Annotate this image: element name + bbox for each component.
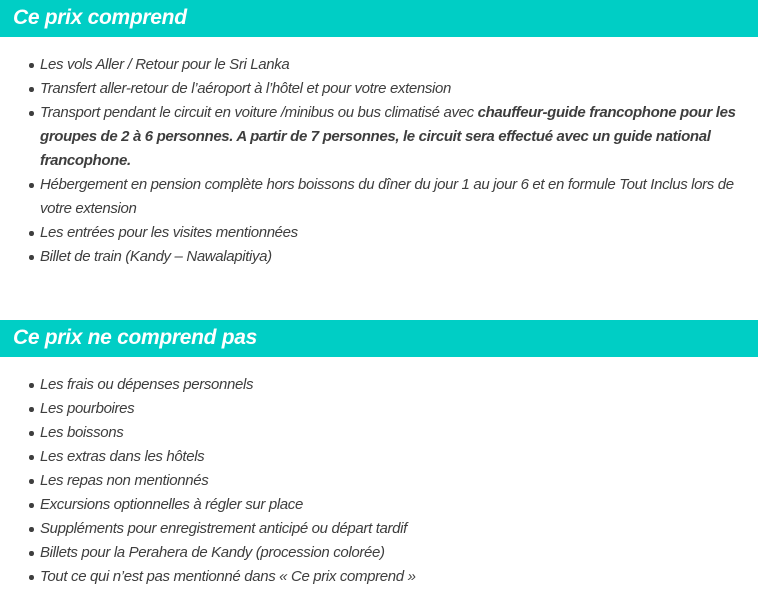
list-item-text: Les boissons <box>40 424 124 441</box>
list-item-text: Billet de train (Kandy – Nawalapitiya) <box>40 248 272 265</box>
list-item-text: Les repas non mentionnés <box>40 472 209 489</box>
list-item <box>40 77 746 101</box>
list-item-text: Les extras dans les hôtels <box>40 448 205 465</box>
list-item-text: Transport pendant le circuit en voiture /minibus ou bus climatisé avec <box>40 104 478 121</box>
list-item-text: Billets pour la Perahera de Kandy (procession colorée) <box>40 544 385 561</box>
included-list <box>40 53 746 269</box>
list-item-text: Tout ce qui n’est pas mentionné dans « Ce prix comprend » <box>40 568 416 585</box>
list-item-text: Excursions optionnelles à régler sur place <box>40 496 303 513</box>
list-item <box>40 101 746 173</box>
list-item-text: Suppléments pour enregistrement anticipé ou départ tardif <box>40 520 407 537</box>
section-header-included <box>0 0 758 37</box>
list-item <box>40 373 746 397</box>
list-item-bold-text: chauffeur-guide francophone pour les groupes de 2 à 6 personnes. A partir de 7 personnes, le circuit sera effectué avec un guide national francophone. <box>40 104 736 169</box>
list-item-text: Transfert aller-retour de l’aéroport à l’hôtel et pour votre extension <box>40 80 452 97</box>
list-item <box>40 565 746 589</box>
list-item <box>40 397 746 421</box>
list-item <box>40 53 746 77</box>
section-title-not-included: Ce prix ne comprend pas <box>13 325 258 349</box>
list-item-text: Les vols Aller / Retour pour le Sri Lanka <box>40 56 290 73</box>
list-item-text: Hébergement en pension complète hors boissons du dîner du jour 1 au jour 6 et en formule Tout Inclus lors de votre extension <box>40 176 734 217</box>
list-item-text: Les frais ou dépenses personnels <box>40 376 254 393</box>
section-price-not-included <box>0 320 758 589</box>
list-item <box>40 493 746 517</box>
list-item <box>40 541 746 565</box>
list-item <box>40 445 746 469</box>
list-item <box>40 245 746 269</box>
list-item <box>40 517 746 541</box>
section-header-not-included <box>0 320 758 357</box>
list-item <box>40 469 746 493</box>
list-item <box>40 173 746 221</box>
list-item-text: Les entrées pour les visites mentionnées <box>40 224 298 241</box>
section-price-included <box>0 0 758 269</box>
section-title-included: Ce prix comprend <box>13 5 187 29</box>
list-item-text: Les pourboires <box>40 400 135 417</box>
not-included-list <box>40 373 746 589</box>
list-item <box>40 221 746 245</box>
list-item <box>40 421 746 445</box>
